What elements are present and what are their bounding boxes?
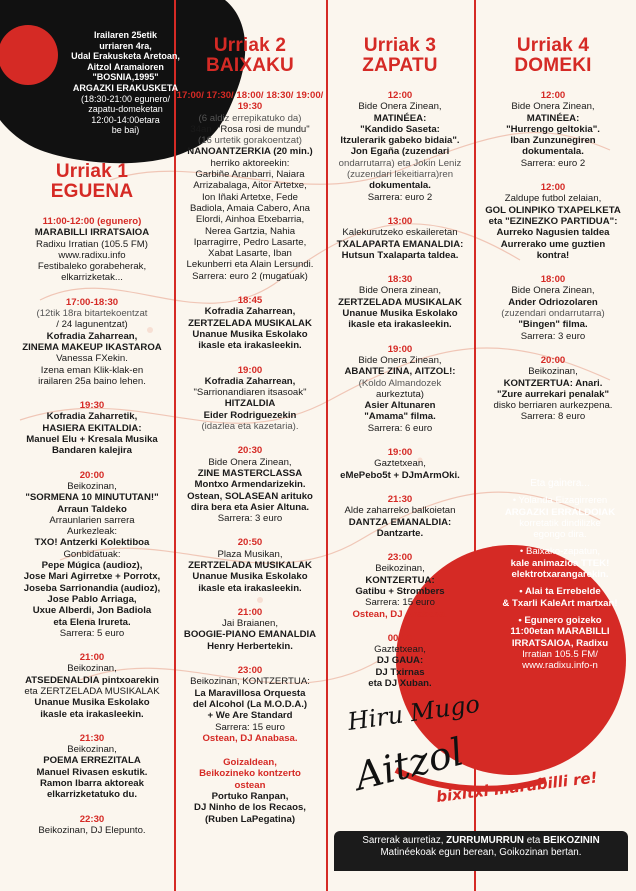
day-title: Urriak 3 [363,35,437,56]
event-line: Iparragirre, Pedro Lasarte, [193,236,307,248]
footer-text: BEIKOZININ [543,835,600,846]
extra-line: kale animazioa TTEK! [510,557,610,569]
event [12,400,172,456]
event-line: Jon Egaña (zuzendari [350,146,450,158]
event-line: Sarrera: euro 2 [367,191,433,203]
event-line: Beikozineko kontzerto [199,768,301,780]
day-name: ZAPATU [362,55,438,76]
extra-line: • Yolanda Eizagirreren [512,495,608,507]
extra-line: 11:00etan MARABILLI [510,626,610,638]
event-line: Ostean, DJ Anabasa. [202,732,298,744]
day-title: Urriak 1 [55,161,129,182]
event-time: 19:30 [79,400,105,412]
extra-line: • Egunero goizeko [518,614,602,626]
event-line: "Amama" filma. [364,411,436,423]
extra-item [490,615,630,671]
event-line: herriko aktoreekin: [210,157,290,169]
event-line: "Bingen" filma. [518,319,588,331]
event-line: Kofradia Zaharrean, [204,375,296,387]
event-line: Iban Zunzunegiren [510,135,596,147]
event-line: "Kandido Saseta: [360,123,440,135]
event-line: Aurreko Nagusien taldea [496,227,610,239]
signature-tagline: bixitxi marabilli re! [435,768,599,806]
event-line: Unanue Musika Eskolako [192,328,308,340]
event [478,274,628,342]
event-line: kontra! [536,249,570,261]
day-name: DOMEKI [514,55,592,76]
event-time: Goizaldean, [223,757,277,769]
extra-line: www.radixu.info-n [522,660,598,672]
event-time: 19:00 [387,343,413,355]
event-time: 13:00 [387,215,413,227]
event [176,295,324,351]
event-line: ikasle eta irakasleekin. [198,582,302,594]
event-line: Beikozinan, DJ Elepunto. [38,824,146,836]
event-line: Sarrera: 3 euro [520,330,586,342]
event-line: Festibaleko gorabeherak, [37,261,147,273]
exhibition-intro [48,30,203,136]
intro-line: 12:00-14:00etara [91,114,160,125]
intro-line: zapatu-domeketan [88,104,163,115]
event-line: Garbiñe Aranbarri, Naiara [195,169,305,181]
event-line: disko berriaren aurkezpena. [493,400,613,412]
event [176,757,324,825]
event-line: Sarrera: 5 euro [59,627,125,639]
event-line: Joseba Sarrionandia (audioz), [23,582,161,594]
event-line: Sarrera: 15 euro [365,597,435,609]
event-line: Sarrera: 6 euro [367,422,433,434]
event-line: DANTZA EMANALDIA: [348,516,452,528]
event-line: Beikozinan, KONTZERTUA: [190,676,310,688]
footer-line1 [334,835,628,847]
event-line: TXALAPARTA EMANALDIA: [336,238,464,250]
event-time: 23:00 [387,552,413,564]
event-line: elkarrizketatuko du. [46,789,138,801]
extra-line: korretatik dindilizke [519,517,601,529]
event-line: Arrizabalaga, Aitor Artetxe, [193,180,307,192]
event-line: Vanessa FXekin. [56,353,128,365]
extra-line: Irratian 105.5 FM/ [522,648,598,660]
event [478,90,628,169]
event-line: Beikozinan, [67,480,117,492]
event-line: Henry Herbertekin. [207,640,293,652]
signature-line2: Aitzol [350,729,468,799]
event-line: TXO! Antzerki Kolektiboa [34,537,150,549]
handwritten-signature [345,690,615,820]
event-time: 19:00 [237,364,263,376]
event-time: 18:00 [540,274,566,286]
intro-line: Irailaren 25etik [93,30,158,40]
event-line: aurkeztuta) [376,388,424,400]
event-line: Sarrera: euro 2 [520,157,586,169]
event-line: Montxo Armendarizekin. [194,479,306,491]
event-line: Zaldupe futbol zelaian, [504,193,602,205]
event-time: 23:00 [237,665,263,677]
event [12,814,172,837]
event-line: Unanue Musika Eskolako [342,308,458,320]
event-line: (Ruben LaPegatina) [204,813,296,825]
event [12,216,172,284]
event-line: MATINÉEA: [373,112,427,124]
day-title: Urriak 2 [213,35,287,56]
extra-line: egongo dira. [533,529,587,541]
event-line: Eider Rodriguezekin [203,409,297,421]
event-line: Sarrera: 3 euro [217,513,283,525]
event-line: Bide Onera Zinean, [208,456,292,468]
event-line: Kofradia Zaharrean, [46,330,138,342]
event-line: DJ Txirnas [375,666,425,678]
event-line: Gonbidatuak: [63,548,121,560]
event-line: Arraunlarien sarrera [49,514,135,526]
footer-text: ZURRUMURRUN [446,835,524,846]
event-line: KONTZERTUA: [365,574,435,586]
day-column-3 [328,36,472,689]
event-line: + We Are Standard [207,710,293,722]
event-line: Nerea Gartzia, Nahia [204,225,296,237]
event-line: Pepe Múgica (audioz), [41,560,143,572]
event-line: KONTZERTUA: Anari. [503,377,603,389]
event-line: DJ GAUA: [376,655,424,667]
signature-line1: Hiru Mugo [345,690,482,736]
event-line: ZERTZELADA MUSIKALAK [188,559,312,571]
event-line: "Zure aurrekari penalak" [496,388,609,400]
day-name: BAIXAKU [206,55,294,76]
event-line: "Sarrionandiaren itsasoak" [193,387,307,399]
event-line: Xabat Lasarte, Iban [208,248,292,260]
event-line: irailaren 25a baino lehen. [38,375,146,387]
event-line: Gaztetxean, [374,458,426,470]
event-line: Manuel Rivasen eskutik. [36,766,148,778]
event-line: "SORMENA 10 MINUTUTAN!" [25,492,159,504]
event-line: Ostean, DJ Anabasa. [352,608,448,620]
event-line: Kalekurutzeko eskaileretan [342,227,458,239]
event-line: eta ZERTZELADA MUSIKALAK [24,685,160,697]
event-line: (Koldo Almandozek [358,377,442,389]
event-time: 21:30 [79,732,105,744]
event [328,90,472,203]
event-line: Asier Altunaren [364,400,436,412]
event [328,633,472,689]
event [328,552,472,620]
event-line: Arraun Taldeko [57,503,127,515]
event-line: dira bera eta Asier Altuna. [190,501,310,513]
event-time: 21:00 [237,606,263,618]
extra-line: • Baixako-zapatun, [519,546,601,558]
day-column-4 [478,36,628,423]
event-line: ondarrutarra) eta Jokin Leniz [338,157,462,169]
event-line: Uxue Alberdi, Jon Badiola [32,605,152,617]
event-time: 00:00 [387,632,413,644]
extra-line: & Txarli KaleArt martxan! [502,597,618,609]
event-line: Radixu Irratian (105.5 FM) [36,238,148,250]
extra-info-box [490,478,630,671]
event-line: Elordi, Ainhoa Etxebarria, [195,214,305,226]
event-time: 22:30 [79,813,105,825]
event-time: 12:00 [387,90,413,101]
event [12,297,172,387]
event-line: (6 aldiz errepikatuko da) [198,112,302,124]
event-line: dokumentala. [369,180,431,192]
event [176,445,324,524]
event-line: ZERTZELADA MUSIKALAK [188,317,312,329]
event-line: Bide Onera Zinean, [358,354,442,366]
event-line: ZINE MASTERCLASSA [197,467,303,479]
event-time: 20:50 [237,537,263,549]
event [328,344,472,434]
event-time: 19:00 [387,447,413,459]
event-line: Gaztetxean, [374,644,426,656]
event-line: Lekunberri eta Alain Lersundi. [186,259,314,271]
event-line: ZINEMA MAKEUP IKASTAROA [22,341,162,353]
event-time: 18:45 [237,295,263,307]
event-line: Bandaren kalejira [52,445,132,457]
event-line: "Hurrengo geltokia". [506,123,600,135]
event-line: Ostean, SOLASEAN arituko [187,490,313,502]
event-line: Dantzarte. [376,527,424,539]
event-line: Ramon Ibarra aktoreak [40,778,144,790]
event-line: Portuko Ranpan, [211,791,289,803]
extra-line: IRRATSAIOA, Radixu [511,637,609,649]
event [12,652,172,720]
event [176,665,324,744]
event-line: ikasle eta irakasleekin. [198,340,302,352]
event-line: ostean [234,779,266,791]
event-time: 21:00 [79,652,105,664]
event-line: ATSEDENALDIA pintxoarekin [25,674,159,686]
day-column-2 [176,36,324,825]
event-line: Beikozinan, [67,744,117,756]
event-line: NANOANTZERKIA (20 min.) [187,146,313,158]
intro-line: be bai) [111,125,140,136]
event-line: Izena eman Klik-klak-en [40,364,144,376]
event-line: Sarrera: euro 2 (mugatuak) [192,270,308,282]
event-line: Kofradia Zaharrean, [204,306,296,318]
event-line: eMePebo5t + DJmArmOki. [340,469,460,481]
event [176,607,324,652]
event-line: 34an, "Rosa rosi de mundu" [190,123,310,135]
event-line: GOL OLINPIKO TXAPELKETA [485,204,621,216]
day-column-1 [12,162,172,836]
event-line: Itzulerarik gabeko bidaia". [340,135,460,147]
event-line: ZERTZELADA MUSIKALAK [338,296,462,308]
footer-text: eta [524,835,544,846]
event-line[interactable]: www.radixu.info [58,249,126,261]
event [328,274,472,330]
event-line: Jose Pablo Arriaga, [47,593,137,605]
intro-line: Aitzol Aramaioren [87,61,164,72]
event-time: 11:00-12:00 (egunero) [42,216,142,227]
event-line: BOOGIE-PIANO EMANALDIA [183,629,317,641]
event-line: DJ Ninho de los Recaos, [194,802,306,814]
event-line: eta "EZINEZKO PARTIDUA": [488,215,618,227]
event-line: Bide Onera Zinean, [358,101,442,113]
event-time: 20:30 [237,445,263,457]
event-line: Beikozinan, [67,663,117,675]
extra-line: elektrotxarangarekin. [511,569,609,581]
event-line: Kofradia Zaharretik, [46,411,138,423]
event [12,733,172,801]
event-line: Bide Onera Zinean, [511,285,595,297]
event-line: elkarrizketak... [61,272,123,284]
extra-line: ARGAZKI ERRALDOIAK [504,506,616,518]
event [328,447,472,481]
event-line: ikasle eta irakasleekin. [40,708,144,720]
event-time: 18:30 [387,274,413,286]
extra-line: • Alai ta Errebelde [519,586,601,598]
event-line: del Alcohol (La M.O.D.A.) [192,698,308,710]
extra-item [490,546,630,580]
event-line: Badiola, Amaia Cabero, Ana [189,202,310,214]
event-line: (zuzendari ondarrutarra) [501,308,605,320]
intro-line: ARGAZKI ERAKUSKETA [72,82,179,93]
event-line: Hutsun Txalaparta taldea. [341,249,459,261]
event [478,355,628,423]
event-line: La Maravillosa Orquesta [194,687,306,699]
event-line: Ander Odriozolaren [508,296,598,308]
event-line: Sarrera: 15 euro [215,721,285,733]
event-line: Aurrerako ume guztien [500,238,606,250]
event-line: Jose Mari Agirretxe + Porrotx, [23,571,161,583]
event-line: Jai Braianen, [222,618,278,630]
event-time: 12:00 [540,182,566,194]
event-time: 12:00 [540,90,566,101]
intro-line: "BOSNIA,1995" [92,72,159,83]
footer-line2: Matinéekoak egun berean, Goikozinan bertan. [380,847,582,858]
event-line: Gatibu + Strombers [355,585,445,597]
event-time: 17:00/ 17:30/ 18:00/ 18:30/ 19:00/ 19:30 [176,90,324,113]
event [176,365,324,433]
event-line: MATINÉEA: [526,112,580,124]
event [328,494,472,539]
event-line: Unanue Musika Eskolako [34,697,150,709]
event-line: (16 urtetik gorakoentzat) [198,135,302,147]
event-time: 20:00 [79,469,105,481]
extra-label: Eta gainera... [530,478,590,489]
event [176,537,324,593]
event-line: Plaza Musikan, [217,548,283,560]
event-line: dokumentala. [522,146,584,158]
event-line: (idazlea eta kazetaria). [201,421,299,433]
event-line: (zuzendari lekeitiarra)ren [346,169,454,181]
event-line: Beikozinan, [528,366,578,378]
event-line: HASIERA EKITALDIA: [42,422,142,434]
event-line: ikasle eta irakasleekin. [348,319,452,331]
intro-line: Udal Erakusketa Aretoan, [71,51,180,62]
extra-item [490,586,630,609]
event-line: Beikozinan, [375,563,425,575]
extra-item [490,495,630,540]
event-line: HITZALDIA [224,398,276,410]
event-line: Bide Onera zinean, [358,285,442,297]
event [478,182,628,261]
event-line: eta Elena Irureta. [53,616,131,628]
event [328,216,472,261]
event-line: Aurkezleak: [66,526,118,538]
event-line: (12tik 18ra bitartekoentzat [36,308,148,320]
footer-bar [334,831,628,871]
intro-line: (18:30-21:00 egunero/ [80,93,171,104]
day-title: Urriak 4 [516,35,590,56]
event-line: Manuel Elu + Kresala Musika [26,434,158,446]
event-line: Ion Iñaki Artetxe, Fede [202,191,298,203]
intro-line: urriaren 4ra, [99,40,152,51]
event-time: 17:00-18:30 [65,296,119,308]
event [12,470,172,639]
event-time: 20:00 [540,354,566,366]
footer-text: Sarrerak aurretiaz, [362,835,447,846]
event-line: Sarrera: 8 euro [520,411,586,423]
event-line: POEMA ERREZITALA [43,755,141,767]
day-name: EGUENA [50,181,134,202]
event-time: 21:30 [387,493,413,505]
event-line: Alde zaharreko balkoietan [344,505,456,517]
event-line: Unanue Musika Eskolako [192,571,308,583]
event-line: eta DJ Xuban. [368,678,432,690]
event-line: Bide Onera Zinean, [511,101,595,113]
event-line: ABANTE ZINA, AITZOL!: [344,366,456,378]
event-line: MARABILLI IRRATSAIOA [34,227,150,239]
event-line: / 24 lagunentzat) [56,319,128,331]
